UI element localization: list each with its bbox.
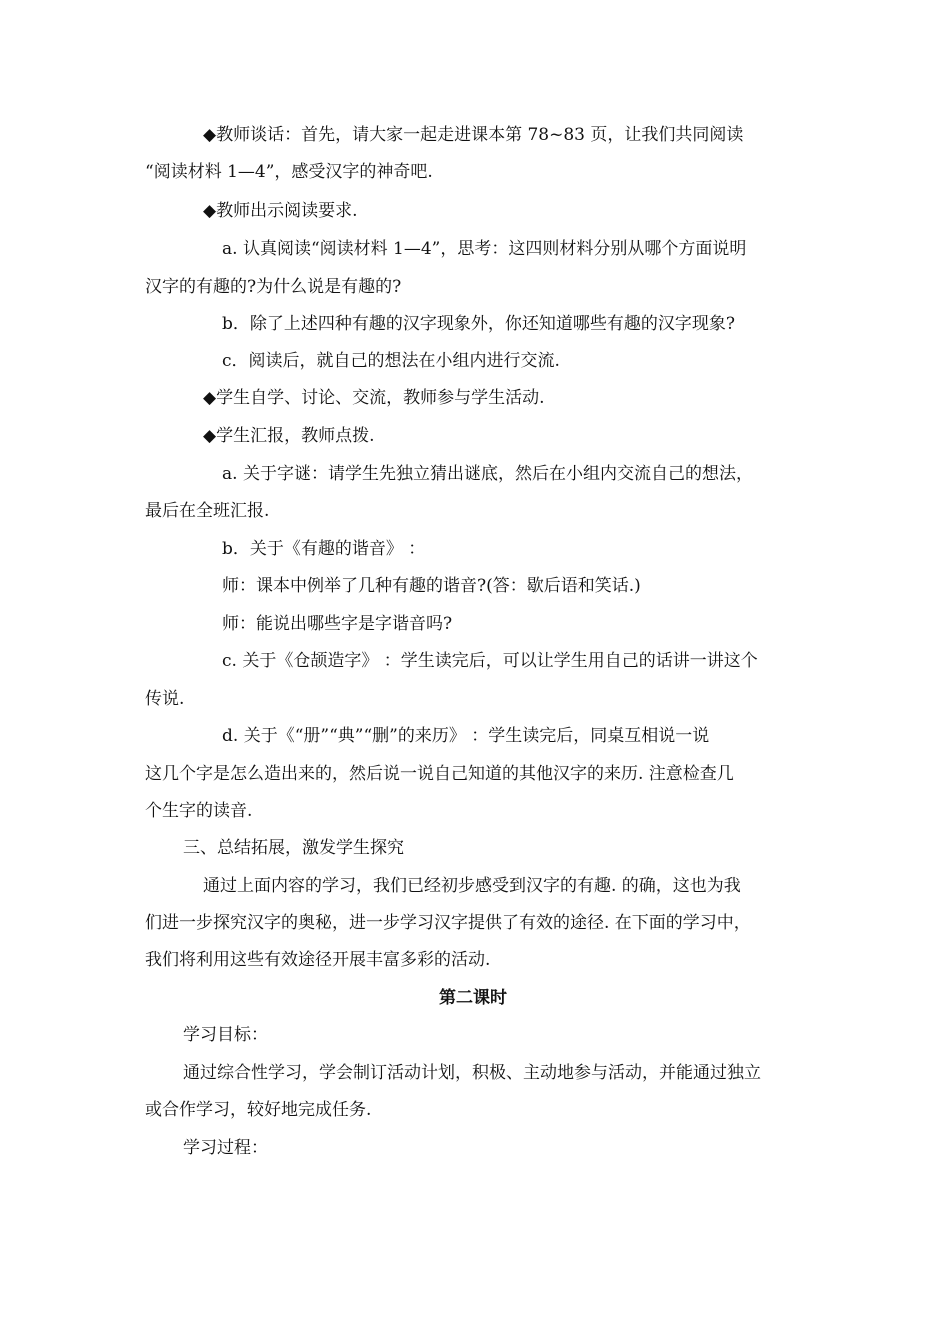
section-three-heading: 三、总结拓展，激发学生探究 [183,838,404,858]
requirement-a-line-1: a. 认真阅读“阅读材料 1—4”，思考：这四则材料分别从哪个方面说明 [222,239,747,259]
homophone-followup-line: 师：能说出哪些字是字谐音吗? [222,614,453,634]
student-self-study-line: ◆学生自学、讨论、交流，教师参与学生活动. [203,388,545,408]
riddle-line-1: a. 关于字谜：请学生先独立猜出谜底，然后在小组内交流自己的想法， [222,464,753,484]
cangjie-line-1: c. 关于《仓颉造字》 ：学生读完后，可以让学生用自己的话讲一讲这个 [222,651,758,671]
learning-goals-label: 学习目标： [183,1025,268,1045]
origin-line-1: d. 关于《“册”“典”“删”的来历》 ：学生读完后，同桌互相说一说 [222,726,710,746]
requirement-b-line: b．除了上述四种有趣的汉字现象外，你还知道哪些有趣的汉字现象? [222,314,735,334]
origin-line-2: 这几个字是怎么造出来的，然后说一说自己知道的其他汉字的来历. 注意检查几 [145,764,734,784]
reading-requirements-line: ◆教师出示阅读要求. [203,201,358,221]
student-report-line: ◆学生汇报，教师点拨. [203,426,375,446]
homophone-question-line: 师：课本中例举了几种有趣的谐音?(答：歇后语和笑话.) [222,576,641,596]
cangjie-line-2: 传说. [145,689,185,709]
origin-line-3: 个生字的读音. [145,801,253,821]
learning-goals-line-2: 或合作学习，较好地完成任务. [145,1100,372,1120]
summary-line-1: 通过上面内容的学习，我们已经初步感受到汉字的有趣. 的确，这也为我 [203,876,741,896]
homophone-heading-line: b．关于《有趣的谐音》 ： [222,539,426,559]
teacher-talk-line-2: “阅读材料 1—4”，感受汉字的神奇吧. [145,162,433,182]
second-lesson-title: 第二课时 [439,988,507,1008]
summary-line-3: 我们将利用这些有效途径开展丰富多彩的活动. [145,950,491,970]
requirement-a-line-2: 汉字的有趣的?为什么说是有趣的? [145,277,402,297]
teacher-talk-line-1: ◆教师谈话：首先，请大家一起走进课本第 78~83 页，让我们共同阅读 [203,125,744,145]
requirement-c-line: c．阅读后，就自己的想法在小组内进行交流. [222,351,560,371]
summary-line-2: 们进一步探究汉字的奥秘，进一步学习汉字提供了有效的途径. 在下面的学习中， [145,913,751,933]
riddle-line-2: 最后在全班汇报. [145,501,270,521]
learning-process-label: 学习过程： [183,1138,268,1158]
learning-goals-line-1: 通过综合性学习，学会制订活动计划，积极、主动地参与活动，并能通过独立 [183,1063,761,1083]
